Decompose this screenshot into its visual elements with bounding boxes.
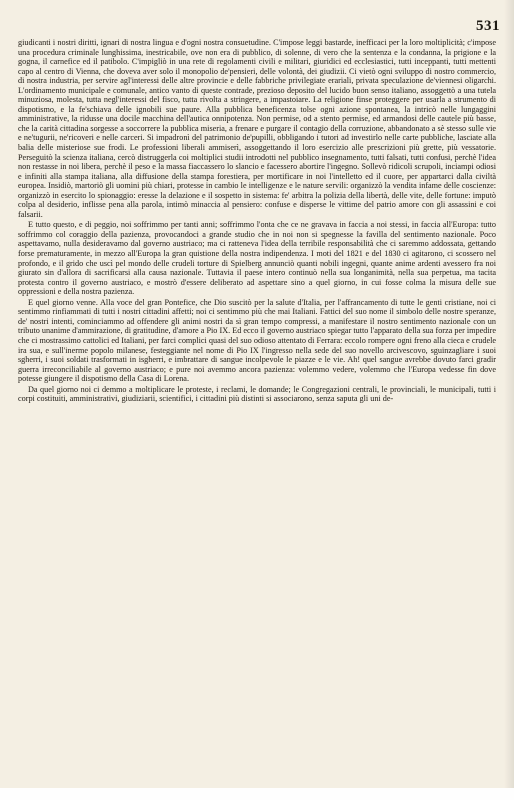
body-text bbox=[18, 38, 496, 404]
paragraph: E tutto questo, e di peggio, noi soffrimmo per tanti anni; soffrimmo l'onta che ce ne gravava in faccia a noi stessi, in faccia all'Europa: tutto soffrimmo col coraggio della pazienza, provocandoci a grande studio che in noi non si spegnesse la favilla del sentimento nazionale. Poco aspettavamo, nulla desideravamo dal governo austriaco; ma ci ratteneva l'idea della terribile responsabilità che ci saremmo addossata, gettando forse prematuramente, in mezzo all'Europa la gran quistione della nostra indipendenza. I moti del 1821 e del 1830 ci agitarono, ci scossero nel profondo, e il grido che uscì pel mondo delle crudeli torture di Spielberg annunciò quanti nobili ingegni, quante anime ardenti avessero fra noi giurato sin d'allora di sacrificarsi alla causa nazionale. Tuttavia il paese intero continuò nella sua longanimità, nella sua perpetua, ma tacita protesta contro il governo austriaco, e mostrò d'essere deliberato ad aspettare sino a quel giorno, in cui fosse colma la misura delle sue oppressioni e della nostra pazienza. bbox=[18, 220, 496, 297]
page-number: 531 bbox=[476, 18, 500, 34]
paragraph: E quel giorno venne. Alla voce del gran Pontefice, che Dio suscitò per la salute d'Italia, per l'affrancamento di tutte le genti cristiane, noi ci sentimmo rinfiammati di tutti i nostri cittadini affetti; noi ci sentimmo più che mai Italiani. Fattici del suo nome il simbolo delle nostre speranze, de' nostri intenti, cominciammo ad offendere gli animi nostri da sì gran tempo compressi, a manifestare il nostro sentimento nazionale con un tributo unanime d'ammirazione, di gratitudine, d'amore a Pio IX. Ed ecco il governo austriaco spiegar tutto l'apparato della sua forza per impedire che ci mostrassimo cattolici ed Italiani, per farci complici quasi del suo odioso attentato di Ferrara: eccolo rompere ogni freno alla cieca e crudele ira sua, e sull'inerme popolo milanese, festeggiante nel nome di Pio IX l'ingresso nella sede del suo novello arcivescovo, sguinzagliare i suoi sgherri, i suoi soldati trasformati in isgherri, e imbrattare di sangue incolpevole le piazze e le vie. Ah! quel sangue avrebbe dovuto farci gradir guerra irreconciliabile al governo austriaco; e pure noi avemmo ancora pazienza: volemmo vedere, volemmo che l'Europa vedesse fin dove potesse giungere il dispotismo della Casa di Lorena. bbox=[18, 297, 496, 384]
paragraph-continuation: giudicanti i nostri diritti, ignari di nostra lingua e d'ogni nostra consuetudine. C'impose leggi bastarde, inefficaci per la loro moltiplicità; c'impose una procedura criminale lunghissima, inestricabile, ove non era di pubblico, di solenne, di vero che la sentenza e la condanna, la prigione e la gogna, il carnefice ed il patibolo. C'impigliò in una rete di regolamenti civili e militari, giuridici ed ecclesiastici, tutti inceppanti, tutti mettenti capo al centro di Vienna, che doveva aver solo il monopolio de'pensieri, delle volontà, dei giudizii. Ci vietò ogni sviluppo di nostro commercio, di nostra industria, per servire agl'interessi delle altre provincie e delle fabbriche privilegiate erariali, privata speculazione de'viennesi oligarchi. L'ordinamento municipale e comunale, antico vanto di queste contrade, prezioso deposito del lucido buon senso italiano, assoggettò a una tutela minuziosa, molesta, tutta negl'interessi del fisco, tutta rivolta a stringere, a impastoiare. La religione finse proteggere per usarla a strumento di dispotismo, e la fe'schiava delle ignobili sue paure. Alla pubblica beneficenza tolse ogni azione spontanea, la intricò nelle lungaggini amministrative, la ridusse una docile macchina dell'autica onnipotenza. Non permise, od a stento permise, ed armandosi delle cautele più basse, che la carità cittadina sorgesse a soccorrere la pubblica miseria, a frenare e purgare il contagio della corruzione, abbandonato a sè stesso sulle vie e ne'tugurii, ne'ricoveri e nelle carceri. Si impadronì del patrimonio de'pupilli, obbligando i tutori ad investirlo nelle carte pubbliche, lasciate alla balia delle misteriose sue frodi. Le professioni liberali ammiserì, assoggettando il loro esercizio alle prescrizioni più grette, più vessatorie. Perseguitò la scienza italiana, cercò distruggerla coi moltiplici studii introdotti nel pubblico insegnamento, tutti falsati, tutti confusi, perchè l'idea non restasse in noi libera, perchè il peso e la massa fiaccassero lo slancio e facessero abortire l'ingegno. Sollevò ridicoli scrupoli, inciampi odiosi e infiniti alla stampa italiana, alla diffusione della stampa forestiera, per mortificare in noi l'intelletto ed il cuore, per appartarci dalla civiltà europea. Insidiò, martoriò gli uomini più chiari, protesse in cambio le intelligenze e le nature servili: organizzò la vendita infame delle coscienze: organizzò in esercito lo spionaggio: eresse la delazione e il sospetto in sistema: fe' arbitra la polizia della libertà, delle vite, delle fortune: imputò colpa al desiderio, inflisse pena alla parola, intimò minaccia al pensiero: confuse e disperse le vittime del patrio amore con gli assassini e coi falsarii. bbox=[18, 38, 496, 219]
bottom-margin bbox=[0, 788, 514, 800]
paragraph: Da quel giorno noi ci demmo a moltiplicare le proteste, i reclami, le domande; le Congregazioni centrali, le provinciali, le municipali, tutti i corpi costituiti, amministrativi, giudiziarii, scientifici, i cittadini più distinti si associarono, senza saputa gli uni de- bbox=[18, 384, 496, 404]
page-edge-shadow bbox=[504, 0, 514, 800]
